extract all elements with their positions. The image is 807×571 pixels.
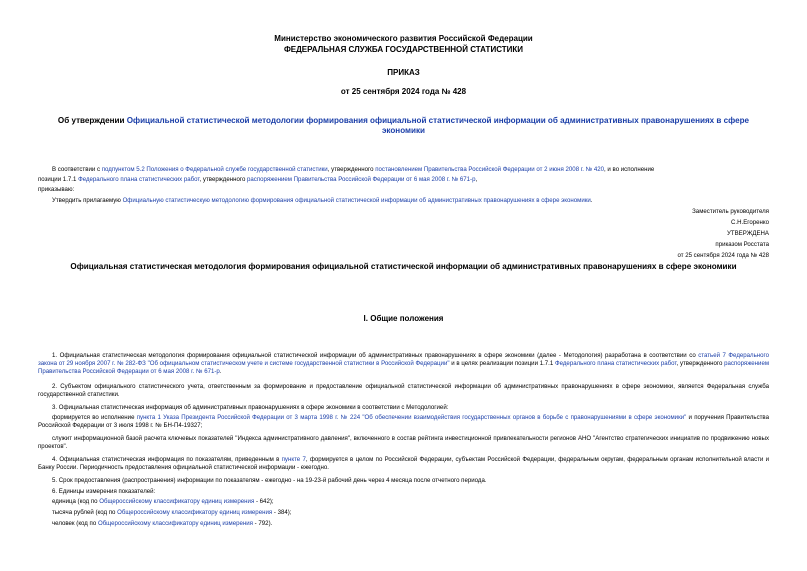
link-stat-plan[interactable]: Федерального плана статистических работ	[78, 176, 200, 183]
signature-name: С.Н.Егоренко	[731, 219, 769, 226]
preamble-text: , утвержденного	[327, 166, 376, 173]
preamble-line-1	[52, 166, 654, 174]
preamble-text: ,	[475, 176, 478, 183]
unit-item-1	[52, 498, 274, 506]
signature-position: Заместитель руководителя	[692, 208, 769, 215]
approved-stamp: УТВЕРЖДЕНА	[726, 230, 769, 237]
paragraph-6: 6. Единицы измерения показателей:	[52, 488, 156, 495]
link-order-671[interactable]: распоряжением Правительства Российской Федерации от 6 мая 2008 г. № 671-р	[247, 176, 476, 183]
para-text: - 384);	[272, 509, 292, 516]
preamble-text: , и во исполнение	[604, 166, 655, 173]
para-text: , утвержденного	[676, 360, 725, 368]
link-point-7[interactable]: пункте 7	[281, 456, 306, 463]
preamble-text: позиции 1.7.1	[38, 176, 79, 183]
link-okei-1[interactable]: Общероссийскому классификатору единиц измерения	[99, 498, 255, 505]
paragraph-2: 2. Субъектом официального статистического учета, ответственным за формирование и предоставление официальной статистической информации об административных правонарушениях в сфере экономики, является Федеральная служба государственной статистики.	[38, 383, 769, 399]
para-text: формируется во исполнение	[52, 414, 137, 421]
order-title	[40, 116, 767, 136]
section-heading: I. Общие положения	[363, 314, 444, 323]
para-text: .	[219, 368, 222, 376]
unit-item-3	[52, 520, 272, 528]
paragraph-5: 5. Срок предоставления (распространения) информации по показателям - ежегодно - на 19-23-й рабочий день через 4 месяца после отчетного периода.	[52, 477, 487, 484]
para-text: и в целях реализации позиции 1.7.1	[449, 360, 555, 368]
ministry-line: Министерство экономического развития Российской Федерации	[274, 34, 533, 43]
para-text: , формируется в целом по Российской Федерации, субъектам Российской Федерации, федеральным округам, федеральным органам исполнительной власти и Банку России. Периодичность предоставления официальной статистической информации - ежегодно.	[38, 456, 769, 472]
order-text: Утвердить прилагаемую	[52, 197, 123, 204]
order-text: .	[590, 197, 593, 204]
doc-type: ПРИКАЗ	[387, 68, 420, 77]
paragraph-3a	[38, 414, 769, 430]
link-okei-3[interactable]: Общероссийскому классификатору единиц измерения	[97, 520, 253, 527]
order-approve-line	[52, 197, 593, 205]
preamble-line-2	[38, 176, 477, 184]
service-line: ФЕДЕРАЛЬНАЯ СЛУЖБА ГОСУДАРСТВЕННОЙ СТАТИСТИКИ	[283, 45, 524, 54]
paragraph-3: 3. Официальная статистическая информация об административных правонарушениях в сфере экономики в соответствии с Методологией:	[52, 404, 449, 411]
link-law-282[interactable]: статьей 7 Федерального закона от 29 ноября 2007 г. № 282-ФЗ "Об официальном статистическом учете и системе государственной статистики в Российской Федерации"	[38, 352, 770, 368]
link-decree-224[interactable]: пункта 1 Указа Президента Российской Федерации от 3 марта 1998 г. № 224 "Об обеспечении взаимодействия государственных органов в борьбе с правонарушениями в сфере экономики"	[136, 414, 687, 421]
preamble-text: , утвержденного	[199, 176, 248, 183]
preamble-text: В соответствии с	[52, 166, 102, 173]
para-text: 4. Официальная статистическая информация по показателям, приведенным в	[52, 456, 282, 463]
link-methodology[interactable]: Официальную статистическую методологию формирования официальной статистической информации об административных правонарушениях в сфере экономики	[122, 197, 591, 204]
link-stat-plan-2[interactable]: Федерального плана статистических работ	[554, 360, 677, 368]
para-text: и поручения Правительства Российской Федерации от 3 июля 1998 г. № БН-П4-19327;	[38, 414, 769, 430]
methodology-title: Официальная статистическая методология формирования официальной статистической информации об административных правонарушениях в сфере экономики	[70, 262, 737, 271]
link-okei-2[interactable]: Общероссийскому классификатору единиц измерения	[117, 509, 273, 516]
approved-by-order: приказом Росстата	[715, 241, 769, 248]
paragraph-4	[38, 456, 769, 472]
paragraph-3b: служит информационной базой расчета ключевых показателей "Индекса административного давления", включенного в состав рейтинга инвестиционной привлекательности регионов АНО "Агентство стратегических инициатив по продвижению новых проектов".	[38, 435, 769, 451]
order-title-link[interactable]: Официальной статистической методологии формирования официальной статистической информации об административных правонарушениях в сфере экономики	[126, 116, 750, 135]
para-text: - 642);	[254, 498, 274, 505]
unit-item-2	[52, 509, 291, 517]
paragraph-1	[38, 352, 769, 377]
link-regulation[interactable]: подпунктом 5.2 Положения о Федеральной службе государственной статистики	[101, 166, 328, 173]
para-text: человек (код по	[52, 520, 98, 527]
para-text: 1. Официальная статистическая методология формирования официальной статистической информации об административных правонарушениях в сфере экономики (далее - Методология) разработана в соответствии со	[52, 352, 699, 359]
approved-date: от 25 сентября 2024 года № 428	[677, 252, 769, 259]
para-text: - 792).	[252, 520, 273, 527]
link-order-671-2[interactable]: распоряжением Правительства Российской Федерации от 6 мая 2008 г. № 671-р	[38, 360, 770, 376]
para-text: единица (код по	[52, 498, 100, 505]
order-title-prefix: Об утверждении	[57, 116, 127, 125]
link-decree-420[interactable]: постановлением Правительства Российской Федерации от 2 июня 2008 г. № 420	[375, 166, 605, 173]
preamble-order-word: приказываю:	[38, 186, 75, 193]
para-text: тысяча рублей (код по	[52, 509, 118, 516]
doc-date-number: от 25 сентября 2024 года № 428	[340, 87, 467, 96]
